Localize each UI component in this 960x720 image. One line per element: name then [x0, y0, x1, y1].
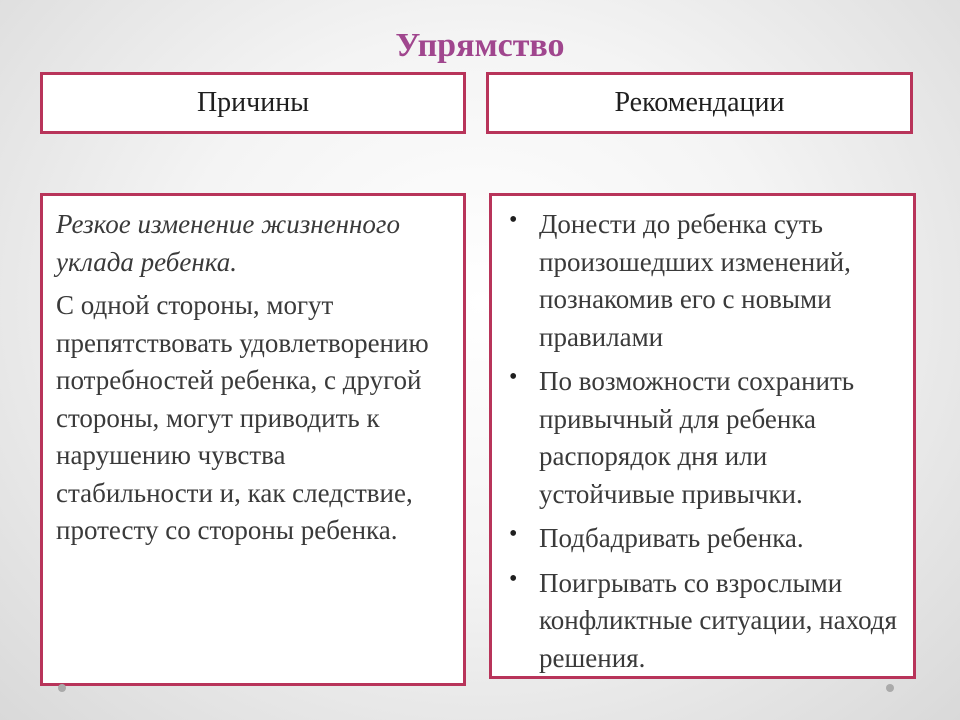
recommendation-item: [506, 520, 901, 558]
recommendation-item: [506, 363, 901, 513]
bullet-icon: •: [509, 565, 518, 592]
recommendation-text: Подбадривать ребенка.: [539, 523, 804, 553]
recommendations-header: Рекомендации: [486, 72, 913, 134]
recommendation-text: Донести до ребенка суть произошедших изменений, познакомив его с новыми правилами: [539, 209, 851, 352]
recommendation-text: Поигрывать со взрослыми конфликтные ситуации, находя решения.: [539, 567, 897, 673]
recommendations-list: [506, 206, 901, 677]
causes-header: Причины: [40, 72, 466, 134]
slide-title: Упрямство: [395, 27, 565, 64]
recommendations-panel: [489, 193, 916, 679]
bullet-icon: •: [509, 521, 518, 547]
causes-body-text: С одной стороны, могут препятствовать удовлетворению потребностей ребенка, с другой стороны, могут приводить к нарушению чувства стабильности и, как следствие, протесту со стороны ребенка.: [56, 290, 429, 545]
bullet-icon: •: [509, 364, 518, 390]
bullet-icon: •: [509, 207, 518, 233]
recommendation-text: По возможности сохранить привычный для ребенка распорядок дня или устойчивые привычки.: [539, 366, 855, 509]
recommendation-item: [506, 206, 901, 356]
decorative-dot-right: [886, 684, 894, 692]
causes-panel: [40, 193, 466, 686]
decorative-dot-left: [58, 684, 66, 692]
recommendation-item: [506, 565, 901, 678]
causes-lead-text: Резкое изменение жизненного уклада ребенка.: [56, 209, 400, 277]
